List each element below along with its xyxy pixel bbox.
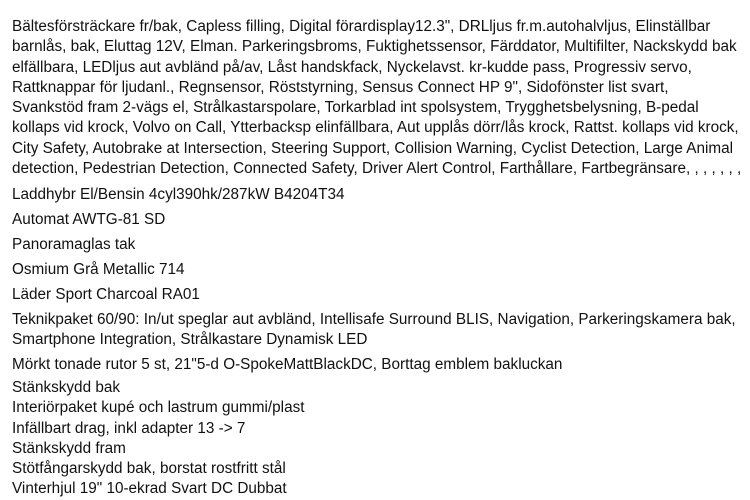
- equipment-document: [12, 17, 742, 500]
- standard-equipment-paragraph: Bältesförsträckare fr/bak, Capless filling, Digital förardisplay12.3", DRLljus fr.m.autohalvljus, Elinställbar barnlås, bak, Eluttag 12V, Elman. Parkeringsbroms, Fuktighetssensor, Färddator, Multifilter, Nackskydd bak elfällbara, LEDljus aut avbländ på/av, Låst handskfack, Nyckelavst. kr-kudde pass, Progressiv servo, Rattknappar för ljudanl., Regnsensor, Röststyrning, Sensus Connect HP 9", Sidofönster list svart, Svankstöd fram 2-vägs el, Strålkastarspolare, Torkarblad int spolsystem, Trygghetsbelysning, B-pedal kollaps vid krock, Volvo on Call, Ytterbacksp elinfällbara, Aut upplås dörr/lås krock, Rattst. kollaps vid krock, City Safety, Autobrake at Intersection, Steering Support, Collision Warning, Cyclist Detection, Large Animal detection, Pedestrian Detection, Connected Safety, Driver Alert Control, Farthållare, Fartbegränsare, , , , , , ,: [12, 18, 742, 178]
- option-item: Infällbart drag, inkl adapter 13 -> 7: [12, 419, 246, 437]
- technology-package-line: Teknikpaket 60/90: In/ut speglar aut avbländ, Intellisafe Surround BLIS, Navigation, Parkeringskamera bak, Smartphone Integration, Strålkastare Dynamisk LED: [12, 310, 736, 348]
- tinted-windows-wheels-line: Mörkt tonade rutor 5 st, 21"5-d O-SpokeMattBlackDC, Borttag emblem bakluckan: [12, 356, 563, 374]
- engine-line: Laddhybr El/Bensin 4cyl390hk/287kW B4204T34: [12, 185, 345, 203]
- upholstery-line: Läder Sport Charcoal RA01: [12, 286, 200, 304]
- roof-line: Panoramaglas tak: [12, 235, 136, 253]
- option-item: Stänkskydd fram: [12, 439, 126, 457]
- paint-line: Osmium Grå Metallic 714: [12, 261, 185, 279]
- transmission-line: Automat AWTG-81 SD: [12, 210, 166, 228]
- options-list: [12, 378, 742, 499]
- option-item: Stänkskydd bak: [12, 379, 120, 397]
- option-item: Vinterhjul 19" 10-ekrad Svart DC Dubbat: [12, 480, 287, 498]
- option-item: Stötfångarskydd bak, borstat rostfritt stål: [12, 460, 286, 478]
- option-item: Interiörpaket kupé och lastrum gummi/plast: [12, 399, 305, 417]
